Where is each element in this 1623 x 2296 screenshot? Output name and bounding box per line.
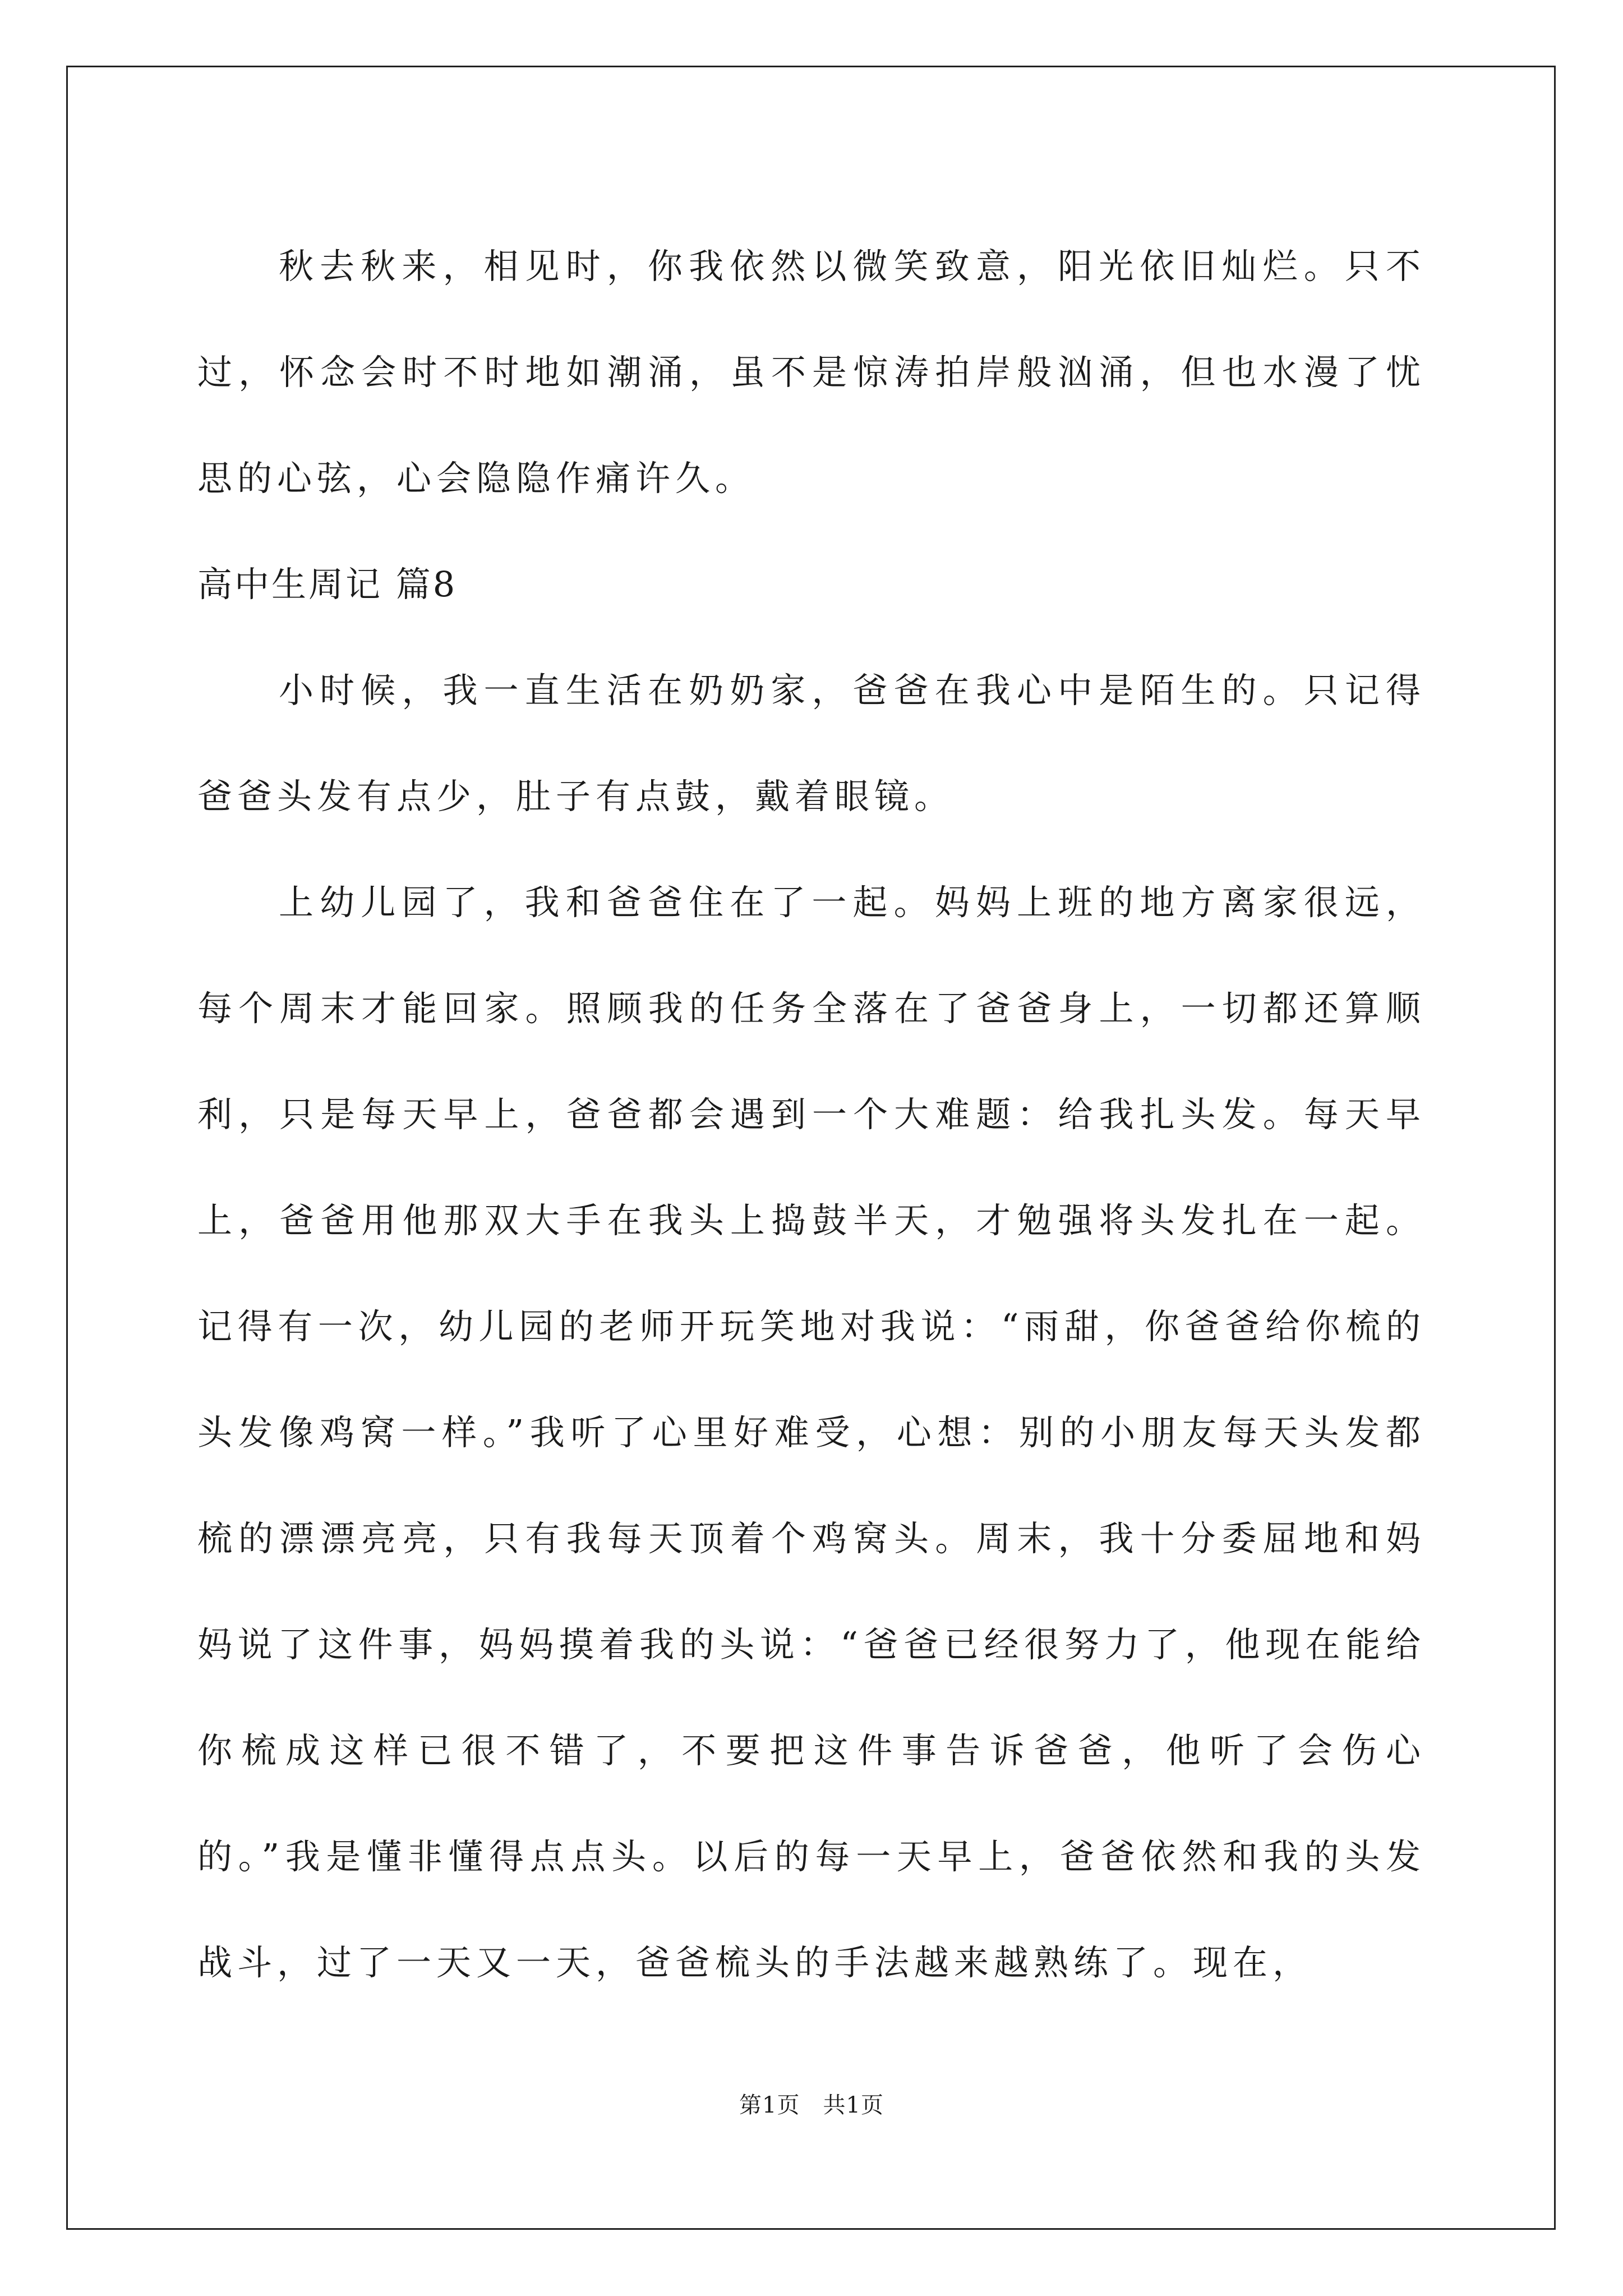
document-body	[197, 213, 1426, 2016]
paragraph-childhood: 小时候，我一直生活在奶奶家，爸爸在我心中是陌生的。只记得爸爸头发有点少，肚子有点鼓，戴着眼镜。	[197, 670, 1426, 817]
page-footer: 第1页 共1页	[739, 2092, 884, 2118]
paragraph-kindergarten: 上幼儿园了，我和爸爸住在了一起。妈妈上班的地方离家很远，每个周末才能回家。照顾我的任务全落在了爸爸身上，一切都还算顺利，只是每天早上，爸爸都会遇到一个大难题：给我扎头发。每天早上，爸爸用他那双大手在我头上捣鼓半天，才勉强将头发扎在一起。记得有一次，幼儿园的老师开玩笑地对我说：“雨甜，你爸爸给你梳的头发像鸡窝一样。”我听了心里好难受，心想：别的小朋友每天头发都梳的漂漂亮亮，只有我每天顶着个鸡窝头。周末，我十分委屈地和妈妈说了这件事，妈妈摸着我的头说：“爸爸已经很努力了，他现在能给你梳成这样已很不错了，不要把这件事告诉爸爸，他听了会伤心的。”我是懂非懂得点点头。以后的每一天早上，爸爸依然和我的头发战斗，过了一天又一天，爸爸梳头的手法越来越熟练了。现在，	[197, 882, 1426, 1983]
paragraph-autumn: 秋去秋来，相见时，你我依然以微笑致意，阳光依旧灿烂。只不过，怀念会时不时地如潮涌，虽不是惊涛拍岸般汹涌，但也水漫了忧思的心弦，心会隐隐作痛许久。	[197, 246, 1426, 499]
section-heading: 高中生周记 篇8	[197, 564, 458, 605]
